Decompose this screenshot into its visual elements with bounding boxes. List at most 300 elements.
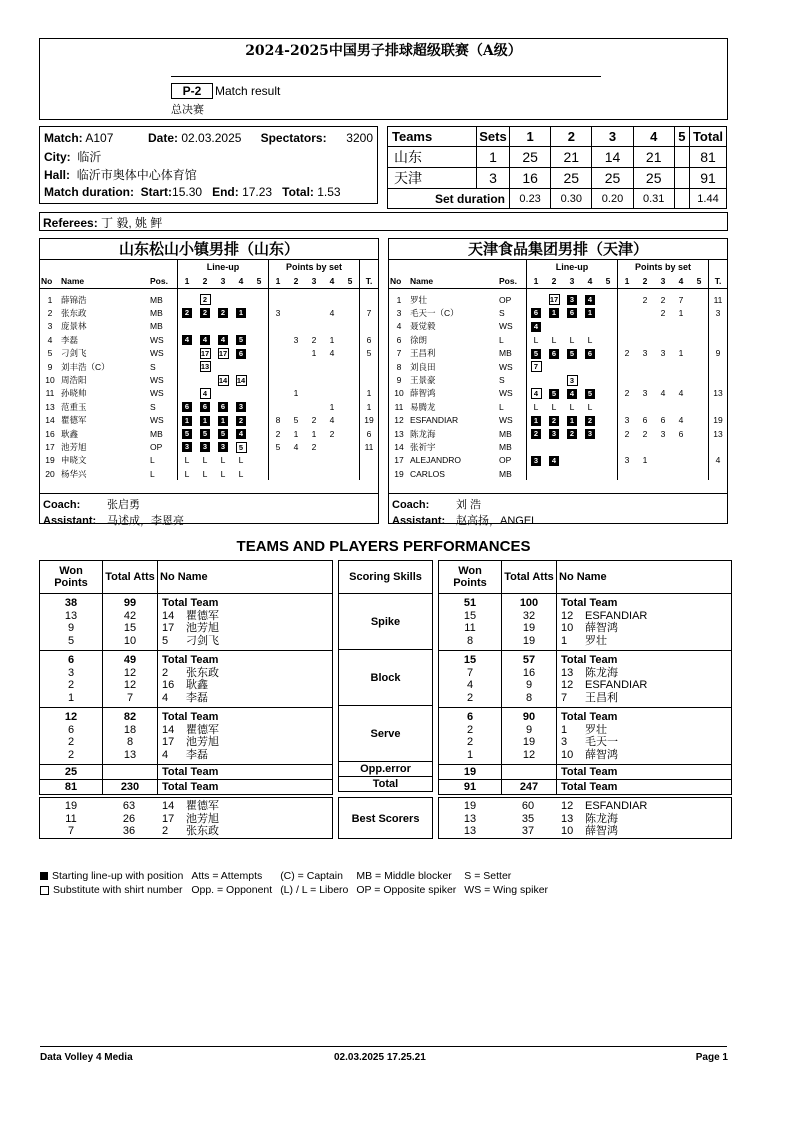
opp-error-row [439,765,731,780]
set-points [672,440,690,453]
player-total-points [709,467,728,480]
player-name: 罗壮 [585,723,607,736]
team-total-label: Total Team [561,597,618,610]
won-points: 9 [67,622,75,635]
no-name-cell [158,679,333,692]
set-points: 6 [642,415,648,426]
set-points [636,360,654,373]
player-stat-row [40,724,332,737]
player-total-points [360,454,379,467]
player-name: 刘良田 [410,361,436,372]
set-points [690,360,709,373]
lineup-cell [527,373,546,386]
lineup-cell [214,427,232,440]
set-score: 16 [510,168,551,189]
player-number: 20 [45,468,55,479]
starter-position-marker: 3 [585,429,595,439]
lineup-cell [178,347,197,360]
set-points [618,467,637,480]
player-total-points [709,320,728,333]
lineup-cell [581,440,599,453]
assistant-name: 马述成，李恩亮 [107,515,184,527]
legend [40,869,556,897]
best-scorer-row [40,825,332,838]
set-points [690,293,709,306]
set-points [672,373,690,386]
won-points-header: Won Points [40,561,103,594]
lineup-cell [545,454,563,467]
won-points: 2 [67,748,75,761]
lineup-cell [196,440,214,453]
skill-name: Serve [339,706,432,762]
team-total-row [439,594,731,610]
starter-position-marker: 1 [531,416,541,426]
won-points: 91 [439,780,502,795]
legend-item: MB = Middle blocker [356,870,452,882]
total-attempts: 82 [103,708,158,724]
skill-row [339,762,432,777]
lineup-set-header: 2 [196,274,214,289]
substitute-marker: 5 [236,442,247,453]
player-name: 陈龙海 [585,666,618,679]
player-number: 3 [47,321,53,332]
player-stat-row [40,610,332,623]
starter-position-marker: 4 [200,335,210,345]
substitute-marker: 2 [200,294,211,305]
set-points: 3 [618,414,637,427]
set-points [690,414,709,427]
player-number: 2 [162,825,169,838]
player-stat-row [40,635,332,651]
lineup-cell [599,333,618,346]
player-position: WS [150,334,164,345]
sets-won: 3 [477,168,510,189]
set-points: 2 [311,441,317,452]
starter-position-marker: 5 [200,429,210,439]
no-name-cell [557,667,732,680]
player-name: 范重玉 [61,401,87,412]
lineup-cell [599,387,618,400]
set-score: 25 [510,147,551,168]
total-attempts: 7 [103,692,158,708]
set-score [674,168,689,189]
coach-block [389,493,727,527]
libero-marker: L [238,468,244,479]
city-label: City: [44,149,71,164]
set-points [341,387,360,400]
team-total-row [439,651,731,667]
performance-table [40,561,332,794]
best-scorers-away [438,797,732,839]
lineup-cell [250,333,269,346]
set-points [341,333,360,346]
lineup-cell [545,360,563,373]
lineup-set-header: 4 [581,274,599,289]
coach-name: 刘 浩 [456,499,482,511]
libero-marker: L [569,401,575,412]
lineup-cell [581,467,599,480]
lineup-cell [581,333,599,346]
lineup-cell [178,440,197,453]
player-name: 张东政 [186,825,219,838]
player-number: 14 [162,609,175,622]
won-points: 13 [463,825,477,838]
starter-position-marker: 1 [182,416,192,426]
total-attempts: 19 [502,622,557,635]
no-name-cell [557,749,732,765]
starter-position-marker: 2 [182,308,192,318]
substitute-marker: 17 [200,348,210,358]
set-points [690,347,709,360]
player-number: 9 [396,375,402,386]
player-number: 1 [561,634,568,647]
starter-position-marker: 5 [567,349,577,359]
legend-item: S = Setter [464,870,512,882]
match-label: Match: [44,131,83,145]
player-name: 李磊 [186,748,208,761]
set-points [654,360,672,373]
lineup-cell [527,414,546,427]
points-set-header: 4 [323,274,341,289]
no-name-cell [158,724,333,737]
team-total-label: Total Team [158,765,333,780]
total-attempts [502,765,557,780]
player-stat-row [439,724,731,737]
set-points [636,440,654,453]
referees-box [39,212,728,231]
player-total-points [709,360,728,373]
player-number: 10 [561,825,574,838]
set-points [341,306,360,319]
set-points [654,454,672,467]
lineup-cell [214,347,232,360]
player-number: 17 [162,736,175,749]
roster-group-header [389,260,727,274]
player-name: 杨华兴 [61,468,87,479]
end-value: 17.23 [242,185,273,199]
lineup-cell [250,373,269,386]
lineup-cell [545,320,563,333]
lineup-cell [563,347,581,360]
lineup-cell [178,320,197,333]
starter-position-marker: 2 [236,416,246,426]
total-attempts: 12 [103,667,158,680]
lineup-cell [196,414,214,427]
total-atts-header: Total Atts [103,561,158,594]
best-scorers-table [40,800,332,838]
lineup-cell [232,360,250,373]
referees-value: 丁 毅, 姚 鲆 [101,216,163,230]
set-points [323,467,341,480]
lineup-cell [178,400,197,413]
total-header: T. [709,274,728,289]
set-points [618,306,637,319]
won-points: 15 [463,609,477,622]
lineup-cell [599,414,618,427]
set-points [672,333,690,346]
lineup-cell [545,467,563,480]
best-scorer-row [439,825,731,838]
player-name: 罗壮 [585,634,607,647]
player-total-points: 4 [709,454,728,467]
player-stat-row [40,736,332,749]
lineup-cell [563,387,581,400]
lineup-set-header: 3 [563,274,581,289]
libero-marker: L [220,468,226,479]
total-attempts: 99 [103,594,158,610]
starter-position-marker: 2 [218,308,228,318]
legend-item: OP = Opposite spiker [356,884,457,896]
player-number: 12 [394,415,404,426]
set-points [636,467,654,480]
player-name: 薛智鸿 [410,388,436,399]
set-points [269,373,288,386]
player-total-points [709,440,728,453]
player-row [389,387,727,400]
player-name: ESFANDIAR [410,415,459,426]
set-points [287,400,305,413]
set2-header: 2 [551,127,592,147]
lineup-cell [196,333,214,346]
player-row [40,400,378,413]
blank-cell [709,260,728,274]
set-points [341,373,360,386]
starter-position-marker: 6 [585,349,595,359]
total-atts-header: Total Atts [502,561,557,594]
lineup-set-header: 1 [178,274,197,289]
skill-row [339,706,432,762]
team-total-row [439,708,731,724]
set-duration: 0.20 [592,189,633,209]
lineup-cell [232,387,250,400]
spectators-label: Spectators: [260,131,327,145]
total-attempts: 35 [521,812,535,825]
player-row [389,427,727,440]
skill-row [339,777,432,792]
won-points: 3 [67,666,75,679]
coach-block [40,493,378,527]
team-total-row [40,594,332,610]
starter-position-marker: 3 [531,456,541,466]
set-points: 4 [660,388,666,399]
set-points [618,400,637,413]
player-number: 12 [561,800,574,813]
player-number: 1 [561,723,568,736]
lineup-cell [563,414,581,427]
lineup-cell [527,347,546,360]
starter-position-marker: 5 [236,335,246,345]
player-name: 聂觉毅 [410,321,436,332]
won-points: 11 [65,812,77,825]
player-total-points: 6 [360,333,379,346]
no-name-cell [156,825,332,838]
starter-position-marker: 5 [549,389,559,399]
player-total-points: 13 [709,387,728,400]
lineup-cell [214,414,232,427]
player-number: 7 [396,348,402,359]
blank-cell [389,260,527,274]
performance-header [439,561,731,594]
set-points [305,400,323,413]
team-total-label: Total Team [162,711,219,724]
set-points [690,467,709,480]
player-stat-row [439,749,731,765]
player-row [40,387,378,400]
set-points [636,333,654,346]
player-total-points: 1 [360,387,379,400]
starter-position-marker: 6 [200,402,210,412]
set-points: 4 [329,308,335,319]
starter-position-marker: 1 [585,308,595,318]
libero-marker: L [569,334,575,345]
lineup-cell [250,440,269,453]
lineup-cell [527,360,546,373]
player-name: 陈龙海 [410,428,436,439]
lineup-cell [527,427,546,440]
player-total-points: 7 [360,306,379,319]
set-points [618,293,637,306]
player-position: S [499,308,505,319]
set-duration: 0.23 [510,189,551,209]
lineup-cell [232,333,250,346]
duration-label: Match duration: [44,185,134,199]
points-set-header: 5 [341,274,360,289]
won-points: 13 [463,812,477,825]
won-points: 13 [64,609,78,622]
roster-column-header [389,274,727,289]
player-number: 17 [162,812,175,825]
set-points [287,360,305,373]
lineup-cell [196,467,214,480]
set-points [287,454,305,467]
won-points: 6 [439,708,502,724]
lineup-cell [581,414,599,427]
set-points: 1 [642,455,648,466]
player-number: 17 [162,622,175,635]
set-points [269,387,288,400]
player-position: MB [499,441,512,452]
total-attempts: 8 [103,736,158,749]
lineup-cell [563,467,581,480]
player-stat-row [439,692,731,708]
set-score: 14 [592,147,633,168]
won-points: 7 [67,825,75,838]
set-points: 2 [618,347,637,360]
set-points [269,293,288,306]
set-points: 6 [678,428,684,439]
player-name: 张祈宇 [410,441,436,452]
set-points [690,454,709,467]
set-points: 2 [660,308,666,319]
set-points [690,440,709,453]
player-number: 6 [396,334,402,345]
team-total-row [40,651,332,667]
lineup-cell [599,306,618,319]
set-score [674,147,689,168]
player-stat-row [40,692,332,708]
player-number: 11 [394,401,404,412]
player-name: 薛智鸿 [585,825,618,838]
footer-rule [40,1046,727,1047]
set-points [636,320,654,333]
lineup-cell [581,373,599,386]
no-name-header: No Name [158,561,333,594]
set-points [690,387,709,400]
won-points: 19 [64,800,78,813]
won-points: 1 [67,691,75,704]
opp-error-row [40,765,332,780]
total-attempts: 12 [103,679,158,692]
starter-position-marker: 2 [549,416,559,426]
set-points [305,360,323,373]
starter-position-marker: 3 [200,442,210,452]
player-name: ALEJANDRO [410,455,462,466]
set-points [636,306,654,319]
player-position: MB [499,428,512,439]
set-points [618,373,637,386]
set-points [305,373,323,386]
player-name: 池芳旭 [186,622,219,635]
duration-total: 1.44 [690,189,727,209]
set-points [690,306,709,319]
player-position: WS [150,348,164,359]
lineup-cell [527,306,546,319]
player-row [389,306,727,319]
legend-item: Substitute with shirt number [53,884,183,896]
start-value: 15.30 [172,185,203,199]
total-attempts: 100 [502,594,557,610]
set-points [341,320,360,333]
total-attempts: 32 [502,610,557,623]
lineup-cell [599,454,618,467]
set-points: 1 [311,428,317,439]
best-scorers-home [39,797,333,839]
set-points [323,320,341,333]
lineup-cell [527,293,546,306]
player-total-points [360,293,379,306]
lineup-cell [545,333,563,346]
player-position: MB [150,294,163,305]
player-row [40,333,378,346]
no-name-cell [557,635,732,651]
no-name-cell [557,679,732,692]
set-points [341,400,360,413]
legend-item: Starting line-up with position [52,870,184,882]
no-name-cell [158,610,333,623]
set-points [618,320,637,333]
player-number: 3 [561,736,568,749]
player-number: 10 [394,388,404,399]
player-number: 7 [561,691,568,704]
set-points: 4 [329,348,335,359]
lineup-cell [178,293,197,306]
total-attempts: 16 [502,667,557,680]
player-stat-row [439,610,731,623]
set-points [287,293,305,306]
lineup-cell [545,414,563,427]
header-rule [171,76,601,77]
total-value: 1.53 [317,185,341,199]
set-points: 5 [269,440,288,453]
player-number: 14 [45,415,55,426]
assistant-label: Assistant: [392,515,446,527]
skills-table [339,561,432,791]
sets-row-away [388,168,727,189]
lineup-cell [250,360,269,373]
won-points: 4 [466,679,474,692]
set1-header: 1 [510,127,551,147]
libero-marker: L [184,468,190,479]
